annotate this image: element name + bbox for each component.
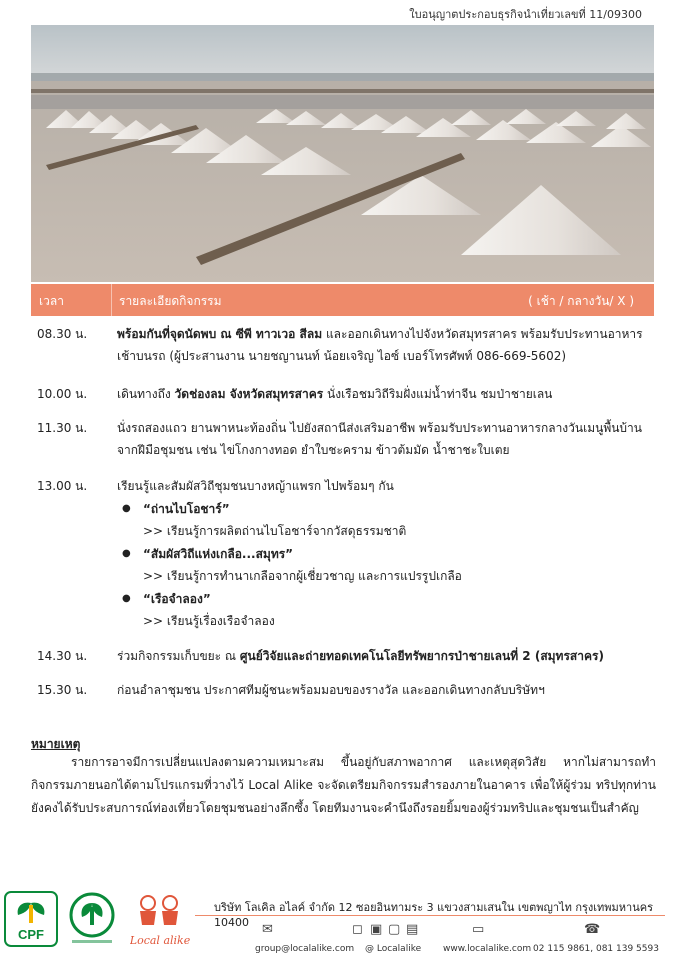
- detail-text: เรียนรู้และสัมผัสวิถีชุมชนบางหญ้าแพรก ไปพร้อมๆ กัน: [117, 479, 394, 493]
- license-number: ใบอนุญาตประกอบธุรกิจนำเที่ยวเลขที่ 11/09300: [409, 8, 642, 21]
- email-icon: ✉: [262, 922, 273, 937]
- salt-field-photo: [31, 25, 654, 282]
- detail-prefix: ร่วมกิจกรรมเก็บขยะ ณ: [117, 649, 240, 663]
- schedule-detail: [117, 383, 657, 405]
- column-time: เวลา: [39, 294, 64, 308]
- cpf-logo: [4, 891, 58, 951]
- local-alike-logo-text: Local alike: [130, 934, 190, 947]
- schedule-time: 10.00 น.: [37, 387, 88, 401]
- note-body: รายการอาจมีการเปลี่ยนแปลงตามความเหมาะสม ขึ้นอยู่กับสภาพอากาศ และเหตุสุดวิสัย หากไม่สามารถทำกิจกรรมภายนอกได้ตามโปรแกรมที่วางไว้ Local Alike จะจัดเตรียมกิจกรรมสำรองภายในอาคาร เพื่อให้ผู้ร่วม ทริปทุกท่านยังคงได้รับประสบการณ์ท่องเที่ยวโดยชุมชนอย่างลึกซึ้ง โดยทีมงานจะคำนึงถึงรอยยิ้มของผู้ร่วมทริปและชุมชนเป็นสำคัญ: [31, 755, 656, 815]
- note-title: หมายเหตุ: [31, 737, 81, 751]
- facebook-icon[interactable]: ▣: [370, 922, 383, 937]
- schedule-time: 11.30 น.: [37, 421, 88, 435]
- detail-text: นั่งเรือชมวิถีริมฝั่งแม่น้ำท่าจีน ชมป่าชายเลน: [323, 387, 553, 401]
- email-link[interactable]: group@localalike.com: [255, 944, 355, 954]
- line-icon[interactable]: ▢: [388, 922, 401, 937]
- column-divider: [111, 284, 112, 316]
- schedule-time: 14.30 น.: [37, 649, 88, 663]
- activity-title: [117, 543, 657, 565]
- phone-icon: ☎: [584, 922, 601, 937]
- schedule-detail: นั่งรถสองแถว ยานพาหนะท้องถิ่น ไปยังสถานีส่งเสริมอาชีพ พร้อมรับประทานอาหารกลางวันเมนูพื้นบ้านจากฝีมือชุมชน เช่น ไข่โกงกางทอด ยำใบชะคราม ข้าวต้มมัด น้ำชาชะใบเตย: [117, 421, 642, 457]
- footer-divider: [195, 915, 665, 916]
- activity-title-text: “ถ่านไบโอชาร์”: [143, 502, 230, 516]
- instagram-icon[interactable]: ◻: [352, 922, 363, 937]
- cp-foundation-logo: [66, 891, 118, 951]
- activity-sub: >> เรียนรู้เรื่องเรือจำลอง: [143, 614, 275, 628]
- schedule-detail: ก่อนอำลาชุมชน ประกาศทีมผู้ชนะพร้อมมอบของรางวัล และออกเดินทางกลับบริษัทฯ: [117, 683, 545, 697]
- local-alike-logo: [130, 889, 190, 953]
- social-handle[interactable]: @ Localalike: [365, 944, 422, 954]
- location-name: ศูนย์วิจัยและถ่ายทอดเทคโนโลยีทรัพยากรป่าชายเลนที่ 2 (สมุทรสาคร): [239, 649, 604, 663]
- twitter-icon[interactable]: ▤: [406, 922, 419, 937]
- phone-numbers: 02 115 9861, 081 139 5593: [533, 944, 659, 954]
- activity-sub: >> เรียนรู้การผลิตถ่านไบโอชาร์จากวัสดุธรรมชาติ: [143, 524, 407, 538]
- activity-title: [117, 588, 657, 610]
- detail-prefix: เดินทางถึง: [117, 387, 175, 401]
- schedule-table-header: [31, 284, 654, 316]
- activity-title-text: “สัมผัสวิถีแห่งเกลือ...สมุทร”: [143, 547, 294, 561]
- location-name: วัดช่องลม จังหวัดสมุทรสาคร: [174, 387, 324, 401]
- website-link[interactable]: www.localalike.com: [443, 944, 532, 954]
- schedule-detail: [117, 645, 657, 667]
- schedule-detail: [117, 475, 657, 632]
- company-address: บริษัท โลเคิล อไลค์ จำกัด 12 ซอยอินทามระ 3 แขวงสามเสนใน เขตพญาไท กรุงเทพมหานคร 10400: [214, 901, 654, 929]
- schedule-time: 15.30 น.: [37, 683, 88, 697]
- cpf-logo-text: CPF: [18, 927, 44, 942]
- schedule-detail: [117, 323, 657, 367]
- activity-title-text: “เรือจำลอง”: [143, 592, 211, 606]
- activity-sub: >> เรียนรู้การทำนาเกลือจากผู้เชี่ยวชาญ และการแปรรูปเกลือ: [143, 569, 462, 583]
- column-detail: รายละเอียดกิจกรรม: [119, 294, 222, 308]
- activity-title: [117, 498, 657, 520]
- schedule-time: 13.00 น.: [37, 479, 88, 493]
- meeting-point: พร้อมกันที่จุดนัดพบ ณ ซีพี ทาวเวอ สีลม: [117, 327, 323, 341]
- schedule-time: 08.30 น.: [37, 327, 88, 341]
- column-meal: ( เช้า / กลางวัน/ X ): [528, 294, 634, 308]
- website-icon: ▭: [472, 922, 485, 937]
- detail-text: และออกเดินทางไปจังหวัดสมุทรสาคร พร้อมรับประทานอาหารเช้าบนรถ (ผู้ประสานงาน นายชญานนท์ น้อยเจริญ ไอซ์ เบอร์โทรศัพท์ 086-669-5602): [117, 327, 643, 363]
